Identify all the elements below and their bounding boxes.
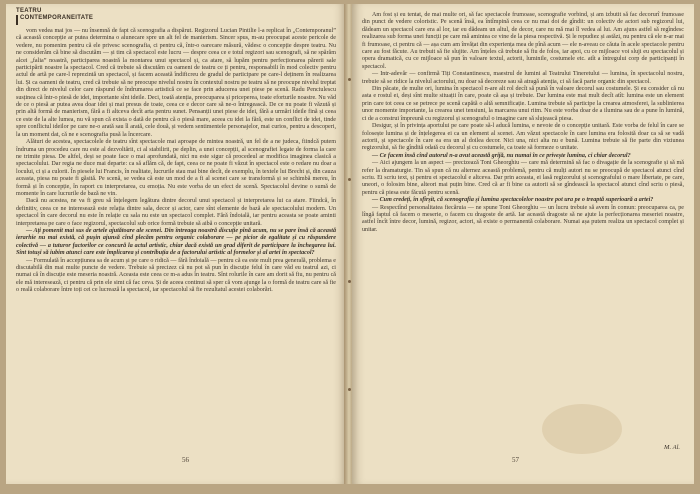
paragraph: Dacă nu acestea, ne va fi greu să înțelegem legătura dintre decorul unui spectacol și interpretarea lui ca atare. Fiindcă, în definitiv, ceea ce ne interesează este relația dintre sala, decor și actor, care sînt elemente de bază ale spectacolului modern. Un spectacol în care decorul nu este în relație cu sala nu este un spectacol complet. Fără îndoială, iar pentru aceasta se poate aminti interpretarea pe care o face regizorul, spectacolul sub orice formă trebuie să aibă o concepție unitară. — [16, 198, 336, 227]
left-body — [16, 28, 336, 295]
question-paragraph: — Cum credeți, în sfîrșit, că scenografia și lumina spectacolelor noastre pot ura pe o treaptă superioară a artei? — [372, 197, 654, 204]
header-line2: CONTEMPORANEITATE — [20, 15, 94, 21]
paragraph: — Respectînd personalitatea fiecăruia — ne spune Toni Gheorghiu — un lucru trebuie să avem în comun: preocuparea ca, pe lîngă faptul că facem o meserie, o facem cu dragoste de artă. Iar această dragoste să ne ajute la perfecționarea meseriei noastre, astfel încît între decor, lumină, regizor, actori, să existe o permanentă colaborare. Numai așa putem realiza un spectacol complet și unitar. — [362, 204, 684, 233]
binding-stitch — [348, 78, 351, 81]
left-page — [6, 4, 346, 484]
author-signature: M. Al. — [664, 444, 680, 451]
page-number: 56 — [182, 456, 189, 464]
right-body — [362, 12, 684, 234]
question-paragraph: — Ce facem însă cînd autorul n-a avut această grijă, nu numai în ce privește lumina, ci chiar decorul? — [372, 152, 631, 159]
header-rule — [16, 15, 18, 25]
right-page — [352, 4, 694, 484]
paragraph: — Intr-adevăr — confirmă Tiți Constantinescu, maestrul de lumini al Teatrului Tineretului — lumina, în spectacolul nostru, trebuie să se ridice la nivelul actorului, nu doar să decoreze sau să atragă atenția, ci să facă parte organic din spectacol. — [362, 71, 684, 85]
binding-stitch — [348, 388, 351, 391]
header-line1: TEATRU — [16, 8, 42, 14]
question-paragraph: — Ați pomenit mai sus de artele ajutătoare ale scenei. Din întreaga noastră discuție pînă acum, nu se pare însă că această ierarhie nu mai există, că pușin ajunsă cînd plecăm pentru organic colaborare — pe picior de egalitate și cu răspundere colectivă — a tuturor factorilor ce concură la actul artistic, chiar dacă există un grad diferit de participare la închegarea lui. Sînt totuși să iubim atunci care este împlicarea și contribuția de a factorului artistic al formelor și al artei în spectacol? — [16, 227, 336, 257]
paragraph: vom vedea mai jos — nu însemnă de fapt că scenografia a dispărut. Regizorul Lucian Pintilie l-a replicat în „Contemporanul” că această concepție ar putea determina o alunecare spre un alt fel de manierism. Sincer spus, m-au preocupat aceste pericole de vedere, nu pomenim pentru că ele privesc scenografia, ci pentru că, într-o oarecare măsură, vădesc o concepție despre teatru. Nu ne considerăm că bine să discutăm — și tim că spectacol este lucru — despre ceea ce e totul regizori sau scenografi, să ne spărăm alcei „falia” noastră, participarea noastră la montarea unui spectacol și, ca atare, să lupăm pentru perfecționarea părerii sale participării noastre la spectacol. Cred că trebuie să discutăm cu oameni de teatru ce ți pentru, responsabili în mod colectiv pentru actul de artă pe care-l reprezintă un spectacol, și facem această îndificreu de gradul de participare pe care-l deținem în realizarea lui. Și ca oameni de teatru, cred că trebuie să ne preocupe nivelul nostru în contextul nostru pe teatru să ne preocupe nivelul treptat din direct de nivelul celor care răspund de îndrumarea artistică ce se face prin aducerea unei piese pe scenă. Radu Penciulescu susținea că într-o piesă de idei, importante sînt ideile. Deci, toată atenția, preocuparea și priceperea, toate eforturile noastre. Nu văd de ce o piesă ar putea avea doar idei și mai presus de toate, ceea ce e decor care să ne-o întregească. De ce nu poate fi văzută și prin altă formă de manierism, fără a fi altceva decît arta pentru sunet. Pensanții unei piese de idei, fără a urmări ideile fină și ceea ce este de la alte lumea, nu vă spun că exista o dată de pentru că o piesă mare, aceea cu idei la fără, este un conflict de idei, tinde spre conflictul ideilor pe care ne-o arată sau îl arată, cele două, și vedem sentimentele personajelor, mai curios, pentru a descoperi, la un moment dat, că ne e scenografia pusă la încercare. — [16, 28, 336, 138]
paragraph: — Aici ajungem la un aspect — precizează Toni Gheorghiu — care mă determină să fac o divagație de la scenografie și să mă refer la dramaturgie. Tin să spun că nu alternez această problemă, pentru că mulți autori nu se preocupă de spectacol atunci cînd scriu. Ei scriu text, și pentru ei spectacolul e altceva. Dar prin aceasta, ei lasă regizorului și scenografului o mare libertate, pe care, uneori, o folosim bine, alteori mai puțin bine. Cred că ar fi bine ca autorii să se gîndească la spectacol atunci cînd scriu o piesă, pentru că piesa este făcută pentru scenă. — [362, 160, 684, 196]
binding-stitch — [348, 280, 351, 283]
paragraph: Din păcate, de multe ori, lumina în spectacol n-are alt rol decît să pună în valoare decorul sau costumele. Și eu consider că nu asta e rostul ei, deși sînt multe situații în care, poate că așa și trebuie. Dar lumina este mai mult decît atît: lumina este un element prin care tot ceea ce se petrece pe scenă capătă o altă semnificație. Lumina trebuie să participe la crearea atmosferei, la sublinierea unor momente importante, la crearea unei tensiuni, la marcarea unui ritm. Nu este vorba doar de a ilumina sau de a pune în lumină, ci de a construi împreună cu regizorul și scenograful o imagine care să slujească piesa. — [362, 86, 684, 122]
paragraph: Desigur, și în privința aportului pe care poate să-l aducă lumina, e nevoie de o concepție unitară. Este vorba de felul în care se folosește lumina și de înțelegerea ei ca un element al scenei. Am văzut spectacole în care lumina era folosită doar ca să se vadă actorii, și spectacole în care ea era un al doilea decor. Nici una, nici alta nu e bună. Lumina trebuie să fie parte din viziunea regizorului, să fie gîndită odată cu decorul și cu costumele, ca toate să formeze o unitate. — [362, 123, 684, 152]
running-header — [16, 8, 93, 25]
paragraph: — Formulată în accepțiunea sa de acum și pe care o ridică — fără îndoială — pentru că ea este mult prea generală, problema e discutabilă din mai multe puncte de vedere. Trebuie să precizez că nu pot să pun în discuție felul în care văd eu teatrul azi, ci numai că în discuție este meseria noastră. Aceasta este ceea ce m-a adus în teatru. Sînt rolurile în care am dorit să fiu, nu pentru că ele mă interesează, ci pentru că prin ele simt că fac ceva. Și de aceea continui să sper că vom ajunge la o formă de teatru care să fie o reală colaborare între toți cei ce lucrează la spectacol, iar spectacolul să fie rezultatul acestei colaborări. — [16, 257, 336, 294]
paragraph: Alături de acestea, spectacolele de teatru sînt spectacole mai aproape de mintea noastră, un fel de a ne judeca, fiindcă putem îndruma un procedeu care nu este al dezvoltării, ci al stabilirii, pe deplin, a unei concepții, al scenografiei legate de forma la care ne trimite piesa. De altfel, deși se poate face o mai aprofundată, nici nu este sigur că procedeul ar modifica imaginea clasică a spectacolului. Dar regia ne duce mai departe: ca să aflăm că, de fapt, ceea ce ne poate fi văzut în spectacol este o redare nu doar a locului, ci și a culorii. În piesele lui Francis, în realitate, lucrurile stau mai bine decît, de exemplu, în textele lui Brecht și, din cauza aceasta, piesa nu poate fi găsită. Pe scenă, se vedea că este un mod de a fi al scenei care se transformă și se schimbă mereu, în formă și în concepție, în raport cu interpretarea, cu emoția. Nu este vorba de un efect de scenă. Spectacolul devine o sumă de momente în care lucrurile de bază ne vin. — [16, 139, 336, 197]
paragraph: Am fost și eu tentat, de mai multe ori, să fac spectacole frumoase, scenografie vorbind, și am izbutit să fac decorurî frumoase din punct de vedere coloristic. Pe scenă însă, ea întîmpină ceea ce nu mai doi de gîndit: un colectiv de actori sub regizorul lui, dădeam un spectacol care era al lor, iar eu dădeam un altul, de decor, care nu mă mai îl vedea al lui. Am ajuns astfel să regîndesc realizarea sub forma unei funcții pe care mă amintea ce vine de la piesa respectivă. Și le repudiez și astăzi, nu pentru că ele n-ar mai fi frumoase, ci pentru că — așa cum am învățat din experiența mea de pînă acum — ele n-aveau ce căuta în acele spectacole pentru care au fost făcute. Au trebuit să fie slujite. Am înțeles că trebuie să fiu de folos, iar apoi, cu ce mijloace voi sluji eu spectacolul și opera dramatică, cu ce mijloace să pun în valoare textul, actorii, luminile, costumele etc. atît a întregului corp de participanți în spectacol. — [362, 12, 684, 70]
page-number: 57 — [512, 456, 519, 464]
paper-stain — [542, 404, 622, 454]
binding-stitch — [348, 178, 351, 181]
